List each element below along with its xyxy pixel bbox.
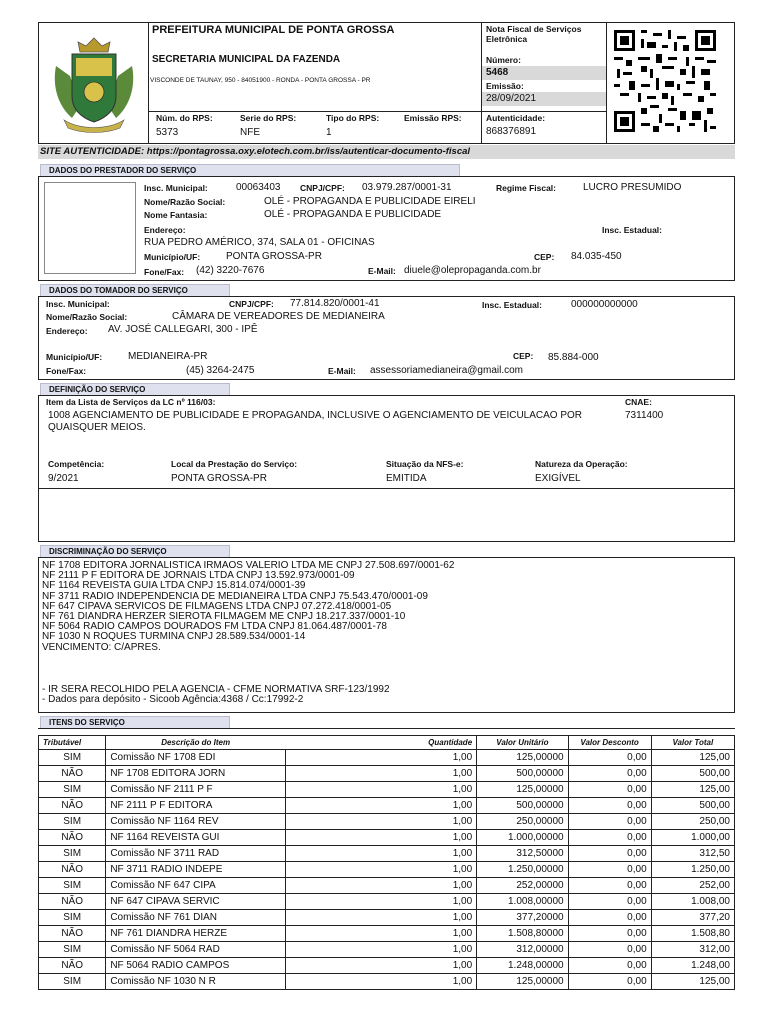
autenticidade-value: 868376891 [486, 126, 537, 137]
item-tributavel: NÃO [39, 958, 106, 974]
item-valor-desconto: 0,00 [568, 830, 651, 846]
item-descricao: NF 5064 RADIO CAMPOS [106, 958, 285, 974]
discriminacao-line: NF 1030 N ROQUES TURMINA CNPJ 28.589.534/0001-14 [42, 631, 306, 643]
item-descricao: NF 3711 RADIO INDEPE [106, 862, 285, 878]
item-valor-total: 125,00 [651, 750, 734, 766]
item-valor-total: 500,00 [651, 766, 734, 782]
item-quantidade: 1,00 [285, 830, 477, 846]
coat-of-arms-icon [50, 36, 138, 136]
item-valor-unitario: 500,00000 [477, 766, 568, 782]
servico-inner-divider [38, 488, 735, 489]
discriminacao-line: NF 1164 REVEISTA GUIA LTDA CNPJ 15.814.074/0001-39 [42, 580, 306, 592]
servico-item-label: Item da Lista de Serviços da LC nº 116/03: [46, 397, 216, 407]
discriminacao-line: NF 2111 P F EDITORA DE JORNAIS LTDA CNPJ 13.592.973/0001-09 [42, 570, 355, 582]
item-quantidade: 1,00 [285, 862, 477, 878]
table-row [39, 766, 735, 782]
servico-situacao-label: Situação da NFS-e: [386, 459, 464, 469]
item-quantidade: 1,00 [285, 942, 477, 958]
item-valor-desconto: 0,00 [568, 974, 651, 990]
rps-serie-value: NFE [240, 127, 260, 138]
item-valor-total: 500,00 [651, 798, 734, 814]
item-quantidade: 1,00 [285, 750, 477, 766]
item-descricao: NF 647 CIPAVA SERVIC [106, 894, 285, 910]
item-quantidade: 1,00 [285, 846, 477, 862]
item-quantidade: 1,00 [285, 926, 477, 942]
rps-tipo-value: 1 [326, 127, 332, 138]
header-divider-logo [148, 22, 149, 144]
prestador-endereco-label: Endereço: [144, 225, 186, 235]
item-quantidade: 1,00 [285, 766, 477, 782]
tomador-municipio: MEDIANEIRA-PR [128, 351, 208, 362]
tomador-municipio-label: Município/UF: [46, 352, 103, 362]
table-row [39, 910, 735, 926]
item-valor-desconto: 0,00 [568, 942, 651, 958]
table-row [39, 782, 735, 798]
prestador-fone-label: Fone/Fax: [144, 267, 185, 277]
col-descricao: Descrição do Item [106, 736, 285, 750]
servico-local-label: Local da Prestação do Serviço: [171, 459, 298, 469]
autenticidade-line [482, 111, 606, 112]
emissao-value: 28/09/2021 [486, 93, 537, 104]
discriminacao-line: NF 1708 EDITORA JORNALISTICA IRMAOS VALERIO LTDA ME CNPJ 27.508.697/0001-62 [42, 560, 455, 571]
header-divider-nota [481, 22, 482, 144]
tomador-insc-estadual-label: Insc. Estadual: [482, 300, 542, 310]
servico-item-line1: 1008 AGENCIAMENTO DE PUBLICIDADE E PROPAGANDA, INCLUSIVE O AGENCIAMENTO DE VEICULACAO POR [48, 410, 583, 421]
prestador-cep-label: CEP: [534, 252, 555, 262]
prestador-logo-placeholder [44, 182, 136, 274]
prestador-municipio-label: Município/UF: [144, 252, 201, 262]
table-row [39, 926, 735, 942]
servico-competencia: 9/2021 [48, 473, 79, 484]
prefeitura-endereco: VISCONDE DE TAUNAY, 950 - 84051900 - RONDA - PONTA GROSSA - PR [150, 77, 371, 84]
itens-body [39, 750, 735, 990]
table-row [39, 814, 735, 830]
item-tributavel: SIM [39, 750, 106, 766]
table-row [39, 862, 735, 878]
prestador-insc-estadual-label: Insc. Estadual: [602, 225, 662, 235]
rps-num-value: 5373 [156, 127, 179, 138]
item-tributavel: NÃO [39, 766, 106, 782]
item-valor-unitario: 125,00000 [477, 974, 568, 990]
item-valor-total: 1.250,00 [651, 862, 734, 878]
rps-num-label: Núm. do RPS: [156, 113, 213, 123]
prestador-cep: 84.035-450 [571, 251, 622, 262]
prestador-insc-municipal-label: Insc. Municipal: [144, 183, 208, 193]
col-valor-desconto: Valor Desconto [568, 736, 651, 750]
item-valor-desconto: 0,00 [568, 846, 651, 862]
item-valor-desconto: 0,00 [568, 926, 651, 942]
table-row [39, 942, 735, 958]
col-tributavel: Tributável [39, 736, 106, 750]
prestador-fantasia-label: Nome Fantasia: [144, 210, 208, 220]
item-valor-desconto: 0,00 [568, 894, 651, 910]
item-valor-unitario: 125,00000 [477, 782, 568, 798]
table-row [39, 750, 735, 766]
col-valor-unitario: Valor Unitário [477, 736, 568, 750]
item-descricao: NF 1708 EDITORA JORN [106, 766, 285, 782]
item-tributavel: SIM [39, 814, 106, 830]
prestador-fone: (42) 3220-7676 [196, 265, 265, 276]
servico-section-title: DEFINIÇÃO DO SERVIÇO [40, 383, 230, 395]
tomador-section-title: DADOS DO TOMADOR DO SERVIÇO [40, 284, 230, 296]
table-row [39, 830, 735, 846]
item-valor-unitario: 377,20000 [477, 910, 568, 926]
tomador-insc-estadual: 000000000000 [571, 299, 638, 310]
col-quantidade: Quantidade [285, 736, 477, 750]
item-valor-total: 250,00 [651, 814, 734, 830]
numero-value: 5468 [486, 67, 509, 78]
item-valor-total: 312,00 [651, 942, 734, 958]
item-valor-total: 1.000,00 [651, 830, 734, 846]
item-descricao: NF 1164 REVEISTA GUI [106, 830, 285, 846]
servico-item-line2: QUAISQUER MEIOS. [48, 422, 146, 433]
item-valor-unitario: 1.250,00000 [477, 862, 568, 878]
item-valor-desconto: 0,00 [568, 782, 651, 798]
item-valor-desconto: 0,00 [568, 958, 651, 974]
item-quantidade: 1,00 [285, 894, 477, 910]
item-quantidade: 1,00 [285, 910, 477, 926]
item-valor-total: 252,00 [651, 878, 734, 894]
prestador-insc-municipal: 00063403 [236, 182, 281, 193]
discriminacao-line: VENCIMENTO: C/APRES. [42, 641, 161, 653]
item-quantidade: 1,00 [285, 814, 477, 830]
prestador-regime-label: Regime Fiscal: [496, 183, 556, 193]
qr-code-icon[interactable] [614, 30, 716, 132]
tomador-insc-municipal-label: Insc. Municipal: [46, 299, 110, 309]
prefeitura-title: PREFEITURA MUNICIPAL DE PONTA GROSSA [152, 24, 395, 36]
tomador-email[interactable]: assessoriamedianeira@gmail.com [370, 365, 523, 376]
site-autenticidade-link[interactable]: SITE AUTENTICIDADE: https://pontagrossa.oxy.elotech.com.br/iss/autenticar-documento-fiscal [40, 146, 471, 157]
rps-emissao-label: Emissão RPS: [404, 113, 462, 123]
discriminacao-line: NF 761 DIANDRA HERZER SIEROTA FILMAGEM ME CNPJ 18.217.337/0001-10 [42, 610, 406, 622]
item-valor-unitario: 1.008,00000 [477, 894, 568, 910]
servico-situacao: EMITIDA [386, 473, 427, 484]
tomador-endereco: AV. JOSÉ CALLEGARI, 300 - IPÊ [108, 324, 258, 335]
item-tributavel: SIM [39, 782, 106, 798]
autenticidade-label: Autenticidade: [486, 113, 546, 123]
tomador-cep: 85.884-000 [548, 352, 599, 363]
prestador-cnpj: 03.979.287/0001-31 [362, 182, 452, 193]
servico-natureza-label: Natureza da Operação: [535, 459, 628, 469]
item-descricao: Comissão NF 761 DIAN [106, 910, 285, 926]
servico-cnae: 7311400 [625, 410, 664, 421]
item-valor-desconto: 0,00 [568, 798, 651, 814]
tomador-cep-label: CEP: [513, 351, 534, 361]
table-row [39, 974, 735, 990]
item-valor-unitario: 252,00000 [477, 878, 568, 894]
tomador-cnpj: 77.814.820/0001-41 [290, 298, 380, 309]
prestador-regime: LUCRO PRESUMIDO [583, 182, 682, 193]
prestador-endereco: RUA PEDRO AMÉRICO, 374, SALA 01 - OFICINAS [144, 237, 375, 248]
item-valor-total: 1.508,80 [651, 926, 734, 942]
item-valor-total: 125,00 [651, 974, 734, 990]
rps-top-line [149, 111, 481, 112]
item-valor-unitario: 1.248,00000 [477, 958, 568, 974]
item-quantidade: 1,00 [285, 782, 477, 798]
discriminacao-note: - Dados para depósito - Sicoob Agência:4368 / Cc:17992-2 [42, 694, 304, 706]
item-tributavel: SIM [39, 878, 106, 894]
item-descricao: Comissão NF 1030 N R [106, 974, 285, 990]
tomador-fone-label: Fone/Fax: [46, 366, 87, 376]
discriminacao-note: - IR SERA RECOLHIDO PELA AGENCIA - CFME NORMATIVA SRF-123/1992 [42, 684, 390, 695]
item-valor-total: 125,00 [651, 782, 734, 798]
table-row [39, 894, 735, 910]
table-row [39, 878, 735, 894]
item-valor-total: 1.248,00 [651, 958, 734, 974]
discriminacao-line: NF 647 CIPAVA SERVICOS DE FILMAGENS LTDA CNPJ 07.272.418/0001-05 [42, 600, 392, 612]
tomador-endereco-label: Endereço: [46, 326, 88, 336]
prestador-cnpj-label: CNPJ/CPF: [300, 183, 345, 193]
item-tributavel: SIM [39, 846, 106, 862]
item-valor-unitario: 312,50000 [477, 846, 568, 862]
item-tributavel: SIM [39, 910, 106, 926]
item-valor-desconto: 0,00 [568, 862, 651, 878]
servico-competencia-label: Competência: [48, 459, 105, 469]
tomador-fone: (45) 3264-2475 [186, 365, 255, 376]
prestador-email[interactable]: diuele@olepropaganda.com.br [404, 265, 541, 276]
tomador-razao-label: Nome/Razão Social: [46, 312, 128, 322]
item-valor-total: 377,20 [651, 910, 734, 926]
table-row [39, 958, 735, 974]
item-descricao: NF 2111 P F EDITORA [106, 798, 285, 814]
servico-natureza: EXIGÍVEL [535, 473, 581, 484]
prestador-section-title: DADOS DO PRESTADOR DO SERVIÇO [40, 164, 460, 176]
table-row [39, 798, 735, 814]
item-valor-total: 1.008,00 [651, 894, 734, 910]
itens-section-title: ITENS DO SERVIÇO [40, 716, 230, 728]
rps-serie-label: Serie do RPS: [240, 113, 297, 123]
header-divider-qr [606, 22, 607, 144]
item-descricao: Comissão NF 1708 EDI [106, 750, 285, 766]
col-valor-total: Valor Total [651, 736, 734, 750]
itens-title-underline [38, 728, 735, 729]
item-quantidade: 1,00 [285, 974, 477, 990]
item-valor-desconto: 0,00 [568, 910, 651, 926]
item-quantidade: 1,00 [285, 798, 477, 814]
itens-table [38, 735, 735, 990]
secretaria-title: SECRETARIA MUNICIPAL DA FAZENDA [152, 54, 341, 65]
item-valor-desconto: 0,00 [568, 878, 651, 894]
item-valor-unitario: 250,00000 [477, 814, 568, 830]
prestador-email-label: E-Mail: [368, 266, 396, 276]
item-valor-unitario: 1.508,80000 [477, 926, 568, 942]
item-quantidade: 1,00 [285, 878, 477, 894]
item-tributavel: SIM [39, 942, 106, 958]
discriminacao-line: NF 3711 RADIO INDEPENDENCIA DE MEDIANEIRA LTDA CNPJ 75.543.470/0001-09 [42, 590, 428, 602]
item-descricao: Comissão NF 1164 REV [106, 814, 285, 830]
item-descricao: Comissão NF 3711 RAD [106, 846, 285, 862]
table-row [39, 846, 735, 862]
item-valor-desconto: 0,00 [568, 814, 651, 830]
tomador-razao: CÂMARA DE VEREADORES DE MEDIANEIRA [172, 311, 385, 322]
item-valor-desconto: 0,00 [568, 766, 651, 782]
numero-label: Número: [486, 55, 521, 65]
rps-tipo-label: Tipo do RPS: [326, 113, 380, 123]
emissao-label: Emissão: [486, 81, 524, 91]
servico-cnae-label: CNAE: [625, 397, 652, 407]
tomador-cnpj-label: CNPJ/CPF: [229, 299, 274, 309]
prestador-fantasia: OLÉ - PROPAGANDA E PUBLICIDADE [264, 209, 442, 220]
item-descricao: Comissão NF 5064 RAD [106, 942, 285, 958]
nota-title: Nota Fiscal de Serviços Eletrônica [486, 24, 582, 44]
item-tributavel: NÃO [39, 798, 106, 814]
discriminacao-notes [42, 685, 390, 705]
item-valor-desconto: 0,00 [568, 750, 651, 766]
item-valor-total: 312,50 [651, 846, 734, 862]
itens-header-row [39, 736, 735, 750]
discriminacao-lines [42, 561, 454, 653]
item-tributavel: SIM [39, 974, 106, 990]
item-descricao: Comissão NF 647 CIPA [106, 878, 285, 894]
prestador-razao: OLÉ - PROPAGANDA E PUBLICIDADE EIRELI [264, 196, 476, 207]
item-quantidade: 1,00 [285, 958, 477, 974]
item-tributavel: NÃO [39, 830, 106, 846]
item-descricao: Comissão NF 2111 P F [106, 782, 285, 798]
item-tributavel: NÃO [39, 894, 106, 910]
prestador-municipio: PONTA GROSSA-PR [226, 251, 322, 262]
prestador-razao-label: Nome/Razão Social: [144, 197, 226, 207]
item-valor-unitario: 125,00000 [477, 750, 568, 766]
tomador-email-label: E-Mail: [328, 366, 356, 376]
discriminacao-line: NF 5064 RADIO CAMPOS DOURADOS FM LTDA CNPJ 81.064.487/0001-78 [42, 621, 387, 633]
item-tributavel: NÃO [39, 862, 106, 878]
servico-local: PONTA GROSSA-PR [171, 473, 267, 484]
discriminacao-section-title: DISCRIMINAÇÃO DO SERVIÇO [40, 545, 230, 557]
item-valor-unitario: 312,00000 [477, 942, 568, 958]
item-valor-unitario: 500,00000 [477, 798, 568, 814]
item-tributavel: NÃO [39, 926, 106, 942]
item-descricao: NF 761 DIANDRA HERZE [106, 926, 285, 942]
item-valor-unitario: 1.000,00000 [477, 830, 568, 846]
